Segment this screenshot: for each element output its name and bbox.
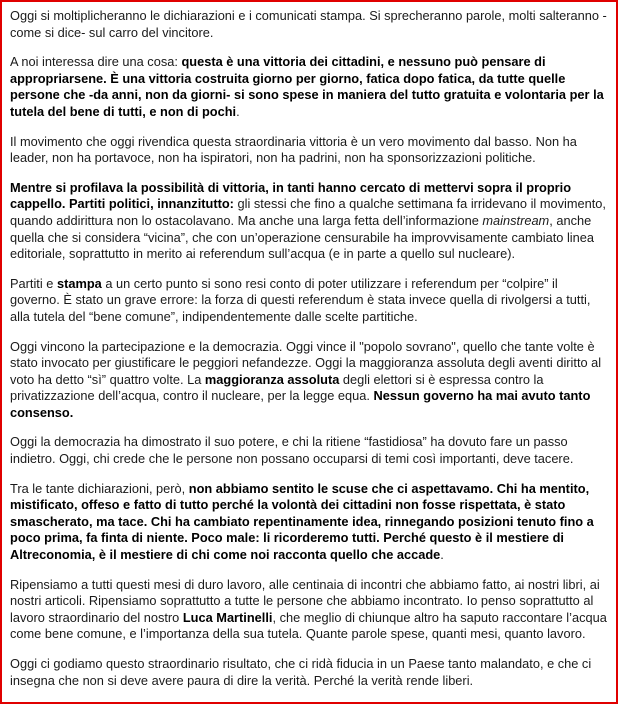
text-run: Partiti e — [10, 275, 57, 291]
paragraph-7 — [10, 434, 610, 467]
paragraph-9 — [10, 577, 610, 643]
text-run: gli stessi che fino a qualche settimana fa irridevano il movimento, quando addirittura non lo ostacolavano. Ma anche una larga fetta dell’informazione — [10, 196, 606, 228]
bold-text: maggioranza assoluta — [204, 371, 340, 387]
text-run: degli elettori si è espressa contro la privatizzazione dell’acqua, contro il nucleare, per la legge equa. — [10, 371, 544, 404]
paragraph-8 — [10, 481, 610, 564]
paragraph-1 — [10, 8, 610, 41]
text-run: A noi interessa dire una cosa: — [10, 54, 182, 70]
bold-text: Mentre si profilava la possibilità di vittoria, in tanti hanno cercato di mettervi sopra il proprio cappello. Partiti politici, innanzitutto: — [10, 179, 572, 212]
text-run: , anche quella che si considera “vicina”, che con un’operazione censurabile ha improvvisamente cambiato linea editoriale, soprattutto in merito ai referendum sull’acqua (e in parte a quello sul nucleare). — [10, 212, 595, 262]
text-run: Tra le tante dichiarazioni, però, — [10, 480, 189, 496]
bold-text: non abbiamo sentito le scuse che ci aspettavamo. Chi ha mentito, mistificato, offeso e fatto di tutto perché la volontà dei cittadini non fosse rispettata, è stato smascherato, ma tace. Chi ha cambiato repentinamente idea, rinnegando posizioni tenuto fino a poco prima, fa finta di niente. Poco male: li ricorderemo tutti. Perché questo è il mestiere di Altreconomia, è il mestiere di chi come noi racconta quello che accade — [10, 480, 594, 563]
paragraph-4 — [10, 180, 610, 263]
text-run: Oggi vincono la partecipazione e la democrazia. Oggi vince il "popolo sovrano", quello che tante volte è stato invocato per giustificare le peggiori nefandezze. Oggi la maggioranza assoluta degli aventi diritto al voto ha detto “sì” quattro volte. La — [10, 338, 602, 387]
paragraph-5 — [10, 276, 610, 326]
text-run: Il movimento che oggi rivendica questa straordinaria vittoria è un vero movimento dal basso. Non ha leader, non ha portavoce, non ha ispiratori, non ha padrini, non ha sponsorizzazioni politiche. — [10, 133, 577, 166]
bold-text: questa è una vittoria dei cittadini, e nessuno può pensare di appropriarsene. È una vittoria costruita giorno per giorno, fatica dopo fatica, da tutte quelle persone che -da anni, non da giorni- si sono spese in maniera del tutto gratuita e volontaria per la tutela del bene di tutti, e non di pochi — [10, 54, 604, 119]
article-body — [2, 2, 616, 689]
paragraph-2 — [10, 54, 610, 120]
text-run: Ripensiamo a tutti questi mesi di duro lavoro, alle centinaia di incontri che abbiamo fatto, ai nostri libri, ai nostri articoli. Ripensiamo soprattutto a tutte le persone che abbiamo incontrato. Io penso soprattutto al lavoro straordinario del nostro — [10, 576, 600, 625]
paragraph-3 — [10, 134, 610, 167]
bold-text: Luca Martinelli — [182, 609, 273, 625]
text-run: Oggi ci godiamo questo straordinario risultato, che ci ridà fiducia in un Paese tanto malandato, e che ci insegna che non si deve avere paura di dire la verità. Perché la verità rende liberi. — [10, 656, 592, 688]
text-run: a un certo punto si sono resi conto di poter utilizzare i referendum per “colpire” il governo. È stato un grave errore: la forza di questi referendum è stata invece quella di rivolgersi a tutti, alla tutela del “bene comune”, indipendentemente dalle scelte partitiche. — [10, 275, 591, 324]
italic-text: mainstream — [482, 212, 550, 228]
text-run: . — [236, 103, 240, 119]
text-run: . — [440, 547, 444, 563]
bold-text: Nessun governo ha mai avuto tanto consenso. — [10, 388, 591, 420]
text-run: Oggi la democrazia ha dimostrato il suo potere, e chi la ritiene “fastidiosa” ha dovuto fare un passo indietro. Oggi, chi crede che le persone non possano occuparsi di temi così importanti, deve tacere. — [10, 434, 574, 467]
text-run: , che meglio di chiunque altro ha saputo raccontare l’acqua come bene comune, e l’importanza della sua tutela. Quante parole spese, quanti mesi, quanto lavoro. — [10, 609, 607, 642]
paragraph-6 — [10, 339, 610, 422]
paragraph-10 — [10, 656, 610, 689]
bold-text: stampa — [56, 275, 102, 291]
text-run: Oggi si moltiplicheranno le dichiarazioni e i comunicati stampa. Si sprecheranno parole, molti salteranno -come si dice- sul carro del vincitore. — [10, 8, 607, 40]
